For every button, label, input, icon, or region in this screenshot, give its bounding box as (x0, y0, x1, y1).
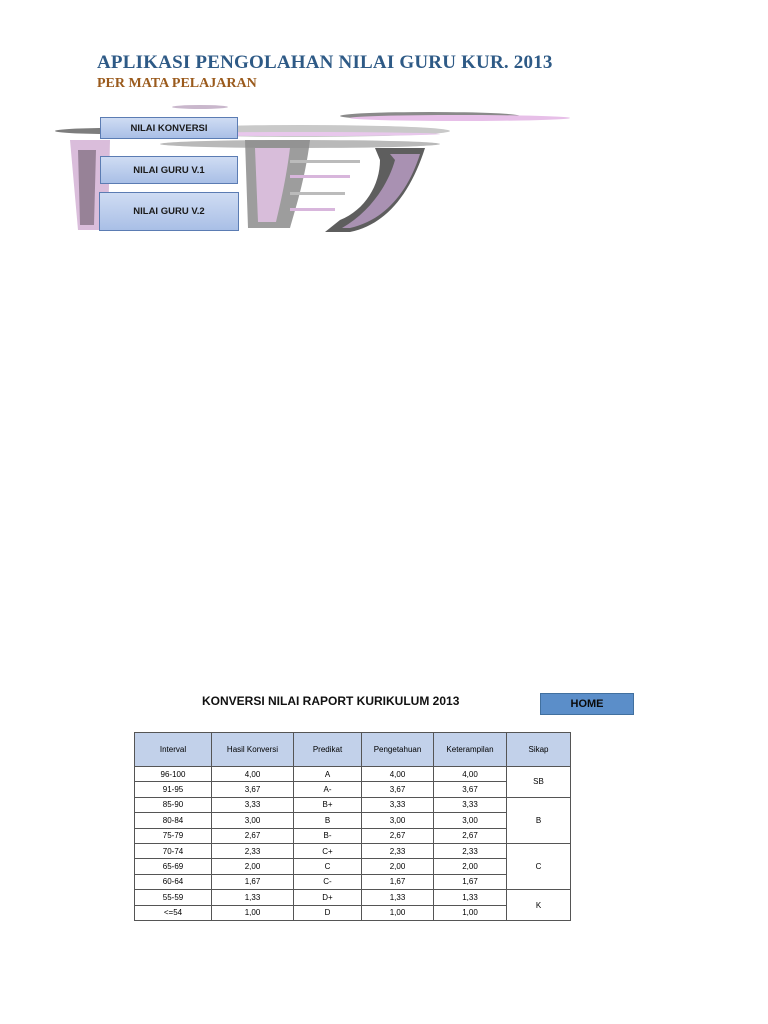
hasil-konversi-cell: 2,00 (212, 859, 294, 874)
predikat-cell: B+ (294, 797, 362, 812)
hasil-konversi-cell: 1,33 (212, 890, 294, 905)
pengetahuan-cell: 2,33 (362, 843, 434, 858)
pengetahuan-cell: 3,67 (362, 782, 434, 797)
header-pengetahuan: Pengetahuan (362, 733, 434, 767)
hasil-konversi-cell: 4,00 (212, 767, 294, 782)
keterampilan-cell: 1,67 (434, 874, 507, 889)
table-row (135, 859, 571, 874)
keterampilan-cell: 2,00 (434, 859, 507, 874)
keterampilan-cell: 3,33 (434, 797, 507, 812)
predikat-cell: D (294, 905, 362, 920)
hasil-konversi-cell: 2,33 (212, 843, 294, 858)
table-row (135, 767, 571, 782)
interval-cell: <=54 (135, 905, 212, 920)
interval-cell: 96-100 (135, 767, 212, 782)
header-interval: Interval (135, 733, 212, 767)
sikap-cell: SB (507, 767, 571, 798)
predikat-cell: A (294, 767, 362, 782)
interval-cell: 55-59 (135, 890, 212, 905)
hasil-konversi-cell: 1,00 (212, 905, 294, 920)
pengetahuan-cell: 3,00 (362, 813, 434, 828)
predikat-cell: A- (294, 782, 362, 797)
hasil-konversi-cell: 3,00 (212, 813, 294, 828)
hasil-konversi-cell: 3,33 (212, 797, 294, 812)
nilai-konversi-button[interactable]: NILAI KONVERSI (100, 117, 238, 139)
interval-cell: 85-90 (135, 797, 212, 812)
pengetahuan-cell: 1,33 (362, 890, 434, 905)
predikat-cell: D+ (294, 890, 362, 905)
konversi-table (134, 732, 571, 921)
table-row (135, 874, 571, 889)
nilai-guru-v1-button[interactable]: NILAI GURU V.1 (100, 156, 238, 184)
pengetahuan-cell: 1,67 (362, 874, 434, 889)
table-row (135, 905, 571, 920)
konversi-title: KONVERSI NILAI RAPORT KURIKULUM 2013 (202, 694, 460, 708)
pengetahuan-cell: 4,00 (362, 767, 434, 782)
keterampilan-cell: 1,00 (434, 905, 507, 920)
header-hasil-konversi: Hasil Konversi (212, 733, 294, 767)
pengetahuan-cell: 3,33 (362, 797, 434, 812)
pengetahuan-cell: 2,67 (362, 828, 434, 843)
app-title: APLIKASI PENGOLAHAN NILAI GURU KUR. 2013 (97, 52, 553, 73)
interval-cell: 60-64 (135, 874, 212, 889)
interval-cell: 80-84 (135, 813, 212, 828)
keterampilan-cell: 3,00 (434, 813, 507, 828)
table-row (135, 843, 571, 858)
hasil-konversi-cell: 1,67 (212, 874, 294, 889)
nilai-guru-v2-button[interactable]: NILAI GURU V.2 (99, 192, 239, 231)
sikap-cell: K (507, 890, 571, 921)
interval-cell: 70-74 (135, 843, 212, 858)
table-row (135, 828, 571, 843)
header-predikat: Predikat (294, 733, 362, 767)
sikap-cell: C (507, 843, 571, 889)
predikat-cell: C+ (294, 843, 362, 858)
keterampilan-cell: 1,33 (434, 890, 507, 905)
interval-cell: 91-95 (135, 782, 212, 797)
table-row (135, 813, 571, 828)
header-sikap: Sikap (507, 733, 571, 767)
keterampilan-cell: 3,67 (434, 782, 507, 797)
header-keterampilan: Keterampilan (434, 733, 507, 767)
hasil-konversi-cell: 3,67 (212, 782, 294, 797)
table-row (135, 782, 571, 797)
keterampilan-cell: 2,33 (434, 843, 507, 858)
hasil-konversi-cell: 2,67 (212, 828, 294, 843)
interval-cell: 65-69 (135, 859, 212, 874)
home-button[interactable]: HOME (540, 693, 634, 715)
table-header-row (135, 733, 571, 767)
predikat-cell: C- (294, 874, 362, 889)
pengetahuan-cell: 2,00 (362, 859, 434, 874)
predikat-cell: C (294, 859, 362, 874)
sikap-cell: B (507, 797, 571, 843)
predikat-cell: B- (294, 828, 362, 843)
keterampilan-cell: 2,67 (434, 828, 507, 843)
predikat-cell: B (294, 813, 362, 828)
table-row (135, 797, 571, 812)
pengetahuan-cell: 1,00 (362, 905, 434, 920)
table-row (135, 890, 571, 905)
interval-cell: 75-79 (135, 828, 212, 843)
app-subtitle: PER MATA PELAJARAN (97, 76, 257, 91)
keterampilan-cell: 4,00 (434, 767, 507, 782)
